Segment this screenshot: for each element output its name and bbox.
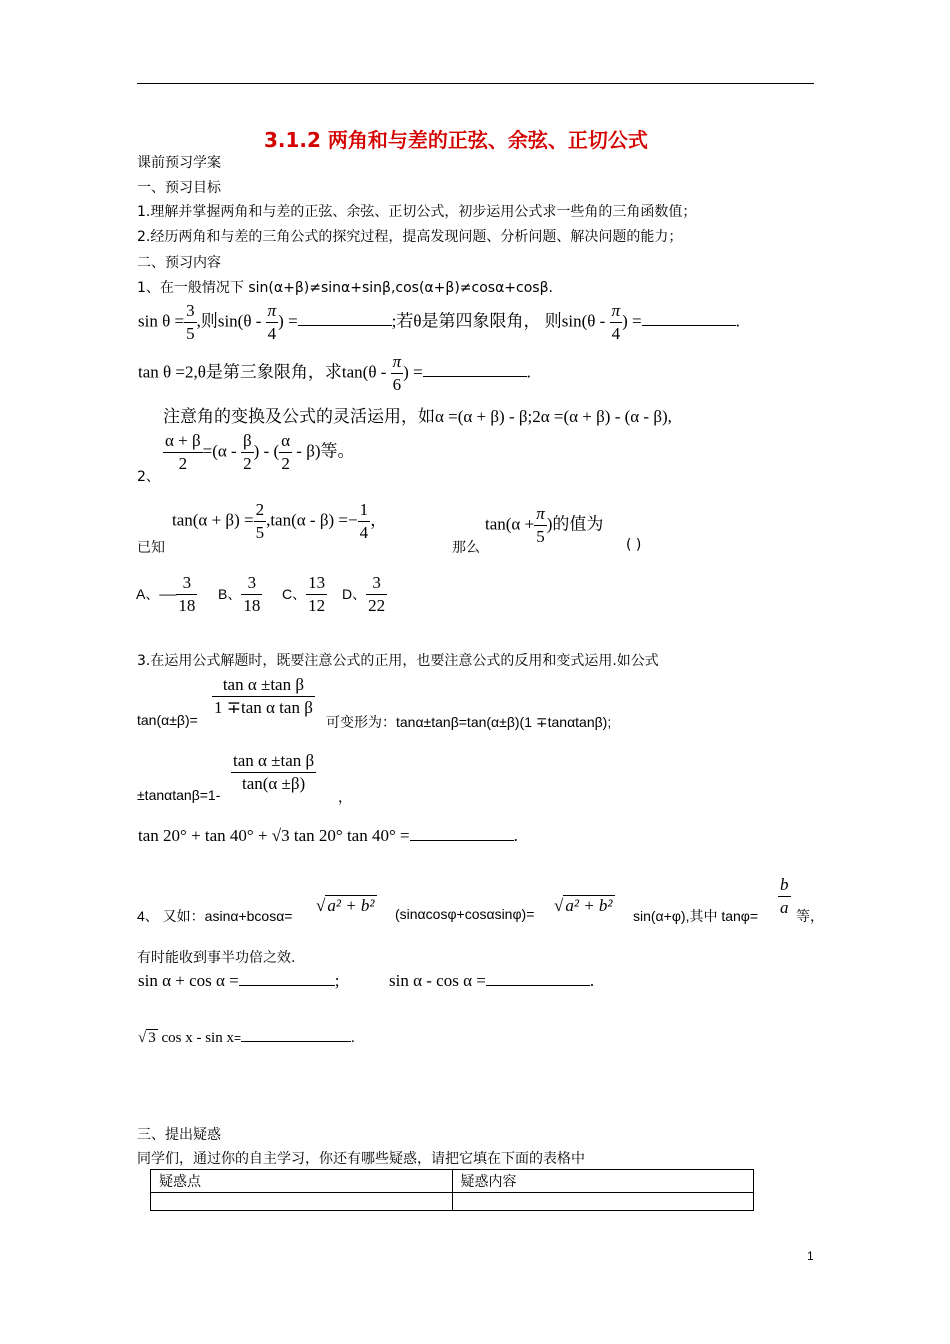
- page-number: 1: [807, 1249, 814, 1263]
- item-3-rewrite: 可变形为：tanα±tanβ=tan(α±β)(1 ∓tanαtanβ);: [326, 714, 612, 730]
- table-cell[interactable]: [452, 1193, 754, 1211]
- answer-blank[interactable]: [298, 311, 392, 326]
- item-2-known-label: 已知: [137, 540, 165, 556]
- item-4-ex2: sin α - cos α = .: [389, 971, 595, 990]
- section-questions-intro: 同学们，通过你的自主学习，你还有哪些疑惑，请把它填在下面的表格中: [137, 1151, 585, 1167]
- option-c[interactable]: C、 $\frac{13}{12}$: [282, 573, 326, 615]
- section-content: 二、预习内容: [137, 255, 221, 271]
- sqrt-a2-b2: √ a² + b²: [316, 896, 375, 915]
- header-rule: [137, 83, 814, 84]
- goal-2: 2.经历两角和与差的三角公式的探究过程，提高发现问题、分析问题、解决问题的能力；: [137, 229, 683, 245]
- questions-table: [150, 1169, 754, 1211]
- option-d[interactable]: D、 $\frac{3}{22}$: [342, 573, 386, 615]
- goal-1: 1.理解并掌握两角和与差的正弦、余弦、正切公式，初步运用公式求一些角的三角函数值；: [137, 204, 697, 220]
- section-goals: 一、预习目标: [137, 180, 221, 196]
- note-line-2: $\frac{\alpha + \beta}{2}$ =(α - $\frac{\beta}{2}$ ) - ( $\frac{\alpha}{2}$ - β)等。: [165, 431, 355, 473]
- answer-blank[interactable]: [241, 1027, 351, 1042]
- item-4-lead: 4、 又如：asinα+bcosα=: [137, 908, 293, 924]
- item-4-note: 有时能收到事半功倍之效.: [137, 950, 296, 966]
- answer-parentheses: ( ): [626, 537, 642, 553]
- option-a[interactable]: A、— $\frac{3}{18}$: [136, 573, 196, 615]
- b-over-a: $\frac{b}{a}$: [780, 875, 789, 917]
- note-line-1: 注意角的变换及公式的灵活运用，如α =(α + β) - β;2α =(α + β) - (α - β),: [163, 407, 672, 426]
- item-4-mid: (sinαcosφ+cosαsinφ)=: [395, 906, 535, 922]
- equation-2: tan θ =2,θ是第三象限角，求tan(θ - $\frac{\pi}{6}$ ) = .: [138, 352, 531, 394]
- item-3-formula: $\frac{\text{tan α ±tan β}}{\text{1 ∓tan α tan β}}$: [214, 675, 313, 717]
- item-2-known: tan(α + β) = $\frac{2}{5}$ ,tan(α - β) =− $\frac{1}{4}$ ，: [172, 500, 388, 542]
- sqrt-a2-b2-2: √ a² + b²: [554, 896, 613, 915]
- table-header: 疑惑内容: [452, 1170, 754, 1193]
- item-2-label: 2、: [137, 469, 160, 485]
- item-4-deng: 等，: [796, 909, 824, 925]
- table-cell[interactable]: [151, 1193, 453, 1211]
- answer-blank[interactable]: [642, 311, 736, 326]
- answer-blank[interactable]: [423, 362, 527, 377]
- item-3-exercise: tan 20° + tan 40° + √3 tan 20° tan 40° = .: [138, 826, 518, 845]
- item-1: 1、在一般情况下 sin(α+β)≠sinα+sinβ,cos(α+β)≠cosα+cosβ.: [137, 280, 553, 296]
- section-questions: 三、提出疑惑: [137, 1127, 221, 1143]
- item-3-comma: ，: [338, 789, 352, 805]
- equation-1: sin θ = $\frac{3}{5}$ ,则sin(θ - $\frac{\pi}{4}$ ) = ;若θ是第四象限角， 则sin(θ - $\frac{\pi}{4}$ ) = .: [138, 301, 740, 343]
- item-3-lhs2: ±tanαtanβ=1-: [137, 787, 221, 803]
- item-4-ex3: √ 3 cos x - sin x= .: [138, 1027, 355, 1047]
- item-2-then: 那么: [452, 540, 480, 556]
- answer-blank[interactable]: [486, 971, 590, 986]
- item-4-ex1: sin α + cos α = ;: [138, 971, 340, 990]
- answer-blank[interactable]: [410, 826, 514, 841]
- item-3-formula2: $\frac{\text{tan α ±tan β}}{\tan(\alpha \pm\beta)}$: [233, 751, 315, 793]
- item-2-target: tan(α + $\frac{\pi}{5}$ )的值为: [485, 504, 604, 546]
- item-3-text: 3.在运用公式解题时，既要注意公式的正用，也要注意公式的反用和变式运用.如公式: [137, 653, 659, 669]
- answer-blank[interactable]: [239, 971, 335, 986]
- section-header: 课前预习学案: [137, 155, 221, 171]
- item-3-lhs: tan(α±β)=: [137, 712, 198, 728]
- page-title: 3.1.2 两角和与差的正弦、余弦、正切公式: [264, 128, 648, 152]
- option-b[interactable]: B、 $\frac{3}{18}$: [218, 573, 261, 615]
- table-header: 疑惑点: [151, 1170, 453, 1193]
- item-4-tail: sin(α+φ),其中 tanφ=: [633, 908, 759, 924]
